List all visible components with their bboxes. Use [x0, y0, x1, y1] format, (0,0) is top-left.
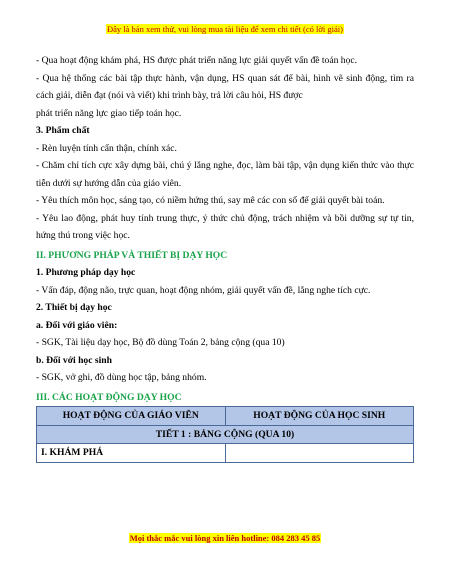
table-header-teacher: HOẠT ĐỘNG CỦA GIÁO VIÊN [37, 407, 226, 426]
document-body [36, 52, 414, 463]
table-header-row [37, 407, 414, 426]
table-lesson-row [37, 425, 414, 444]
table-lesson-title: TIẾT 1 : BẢNG CỘNG (QUA 10) [37, 425, 414, 444]
activity-table [36, 406, 414, 463]
paragraph: - Yêu lao động, phát huy tính trung thực, ý thức chủ động, trách nhiệm và bồi dưỡng sự tự tin, hứng thú trong việc học. [36, 212, 414, 241]
hotline-footer [0, 533, 450, 543]
paragraph: - Vấn đáp, động não, trực quan, hoạt động nhóm, giải quyết vấn đề, lắng nghe tích cực. [36, 284, 371, 296]
preview-banner-text: Đây là bản xem thử, vui lòng mua tài liệu để xem chi tiết (có lời giải) [107, 24, 343, 34]
section-heading-3: III. CÁC HOẠT ĐỘNG DẠY HỌC [36, 391, 182, 403]
section-heading-2: II. PHƯƠNG PHÁP VÀ THIẾT BỊ DẠY HỌC [36, 249, 228, 261]
heading-phuong-phap: 1. Phương pháp dạy học [36, 267, 136, 278]
table-cell-kham-pha: I. KHÁM PHÁ [37, 444, 226, 463]
preview-banner [0, 24, 450, 34]
heading-hoc-sinh: b. Đối với học sinh [36, 354, 112, 366]
paragraph: - Chăm chỉ tích cực xây dựng bài, chú ý lắng nghe, đọc, làm bài tập, vận dụng kiến thức vào thực tiễn dưới sự hướng dẫn của giáo viên. [36, 160, 414, 189]
paragraph: phát triển năng lực giao tiếp toán học. [36, 107, 182, 119]
paragraph: - SGK, Tài liệu dạy học, Bộ đồ dùng Toán 2, bảng cộng (qua 10) [36, 337, 285, 348]
heading-giao-vien: a. Đối với giáo viên: [36, 319, 118, 331]
paragraph: - Rèn luyện tính cẩn thận, chính xác. [36, 142, 177, 154]
table-header-student: HOẠT ĐỘNG CỦA HỌC SINH [225, 407, 414, 426]
table-cell-empty [225, 444, 414, 463]
paragraph: - Qua hoạt động khám phá, HS được phát triển năng lực giải quyết vấn đề toán học. [36, 55, 358, 66]
heading-pham-chat: 3. Phẩm chất [36, 125, 90, 136]
table-row [37, 444, 414, 463]
paragraph: - Qua hệ thống các bài tập thực hành, vận dụng, HS quan sát để bài, hình vẽ sinh động, tìm ra cách giải, diễn đạt (nói và viết) khi trình bày, trả lời câu hỏi, HS được [36, 72, 414, 101]
paragraph: - SGK, vở ghi, đồ dùng học tập, bảng nhóm. [36, 372, 207, 383]
hotline-text: Mọi thắc mắc vui lòng xin liên hotline: 084 283 45 85 [129, 533, 321, 543]
heading-thiet-bi: 2. Thiết bị dạy học [36, 302, 112, 313]
paragraph: - Yêu thích môn học, sáng tạo, có niềm hứng thú, say mê các con số để giải quyết bài toán. [36, 195, 385, 206]
